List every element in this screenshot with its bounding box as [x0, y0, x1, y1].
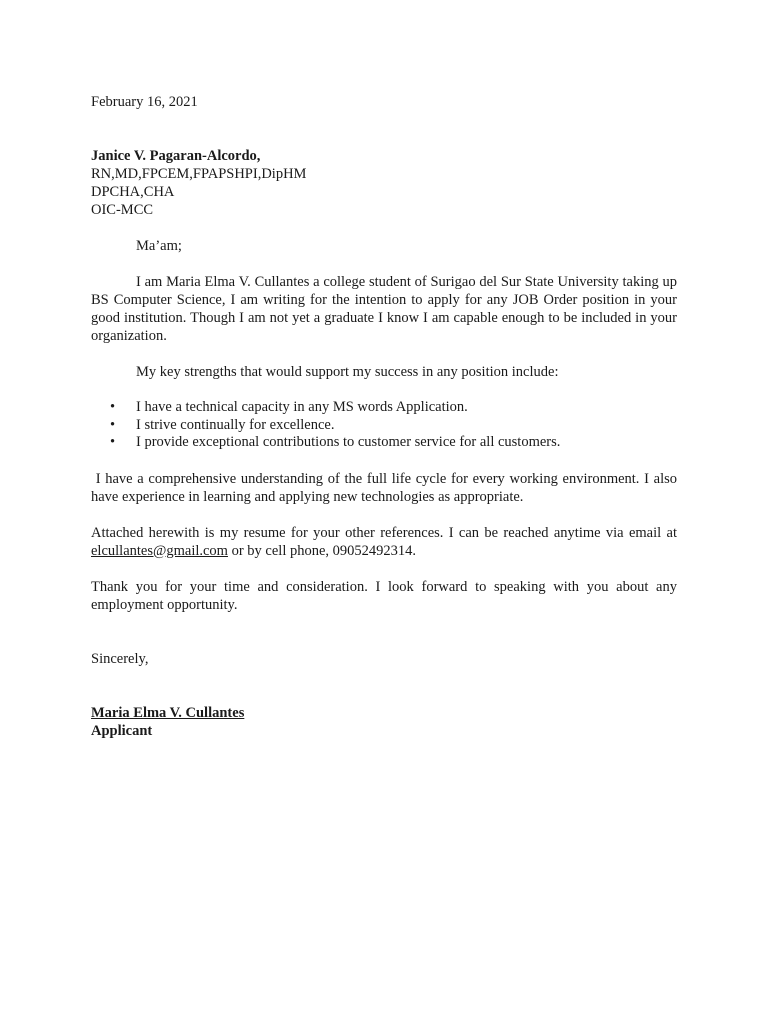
- list-item-text: I have a technical capacity in any MS words Application.: [136, 399, 468, 415]
- list-item-text: I provide exceptional contributions to customer service for all customers.: [136, 434, 561, 450]
- thanks-paragraph: Thank you for your time and consideration. I look forward to speaking with you about any employment opportunity.: [91, 578, 677, 613]
- list-item-text: I strive continually for excellence.: [136, 416, 335, 433]
- bullet-icon: •: [110, 416, 116, 433]
- signature-title: Applicant: [91, 722, 153, 739]
- strengths-list: [91, 399, 677, 452]
- recipient-name: Janice V. Pagaran-Alcordo,: [91, 148, 261, 164]
- email-link[interactable]: elcullantes@gmail.com: [91, 542, 228, 559]
- signature-block: [91, 704, 677, 740]
- bullet-icon: •: [110, 434, 116, 450]
- bullet-icon: •: [110, 399, 116, 415]
- list-item: [91, 399, 677, 417]
- contact-paragraph: [91, 524, 677, 560]
- salutation: Ma’am;: [136, 238, 182, 254]
- list-item: [91, 417, 677, 435]
- contact-text-prefix: Attached herewith is my resume for your other references. I can be reached anytime via email at: [91, 524, 677, 541]
- recipient-block: [91, 147, 677, 219]
- contact-text-suffix: or by cell phone, 09052492314.: [227, 542, 417, 559]
- letter-page: [91, 93, 681, 740]
- letter-date: February 16, 2021: [91, 94, 198, 110]
- signature-name: Maria Elma V. Cullantes: [91, 704, 245, 721]
- closing: Sincerely,: [91, 650, 149, 667]
- intro-paragraph: I am Maria Elma V. Cullantes a college student of Surigao del Sur State University taking up BS Computer Science, I am writing for the intention to apply for any JOB Order position in your good institution. Though I am not yet a graduate I know I am capable enough to be included in your organization.: [91, 274, 677, 344]
- recipient-credentials-line1: RN,MD,FPCEM,FPAPSHPI,DipHM: [91, 166, 307, 182]
- recipient-position: OIC-MCC: [91, 202, 154, 218]
- experience-paragraph: I have a comprehensive understanding of the full life cycle for every working environment. I also have experience in learning and applying new technologies as appropriate.: [91, 470, 681, 505]
- strengths-intro-paragraph: My key strengths that would support my success in any position include:: [136, 364, 559, 380]
- list-item: [91, 434, 677, 452]
- recipient-credentials-line2: DPCHA,CHA: [91, 184, 175, 200]
